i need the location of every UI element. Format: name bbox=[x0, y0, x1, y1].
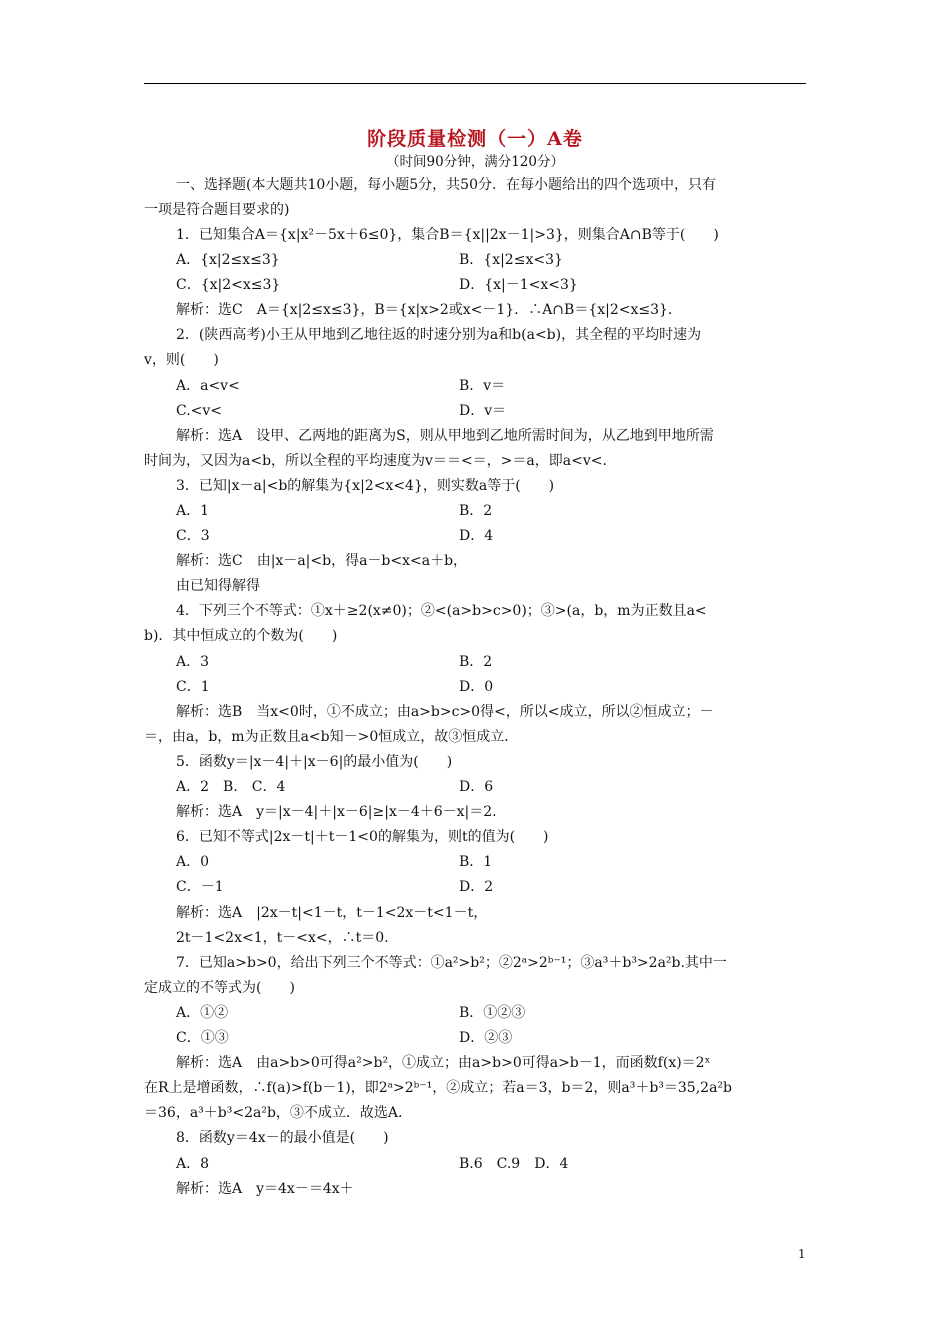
text-line: B．1 bbox=[459, 854, 493, 870]
text-line: C.<v< bbox=[176, 403, 223, 419]
text-line: 定成立的不等式为( ) bbox=[144, 980, 295, 996]
text-line: D．0 bbox=[459, 679, 494, 695]
text-line: A．2 B. C．4 bbox=[176, 779, 286, 795]
text-line: 一、选择题(本大题共10小题，每小题5分，共50分．在每小题给出的四个选项中，只有 bbox=[176, 177, 716, 193]
text-line: 2．(陕西高考)小王从甲地到乙地往返的时速分别为a和b(a<b)，其全程的平均时速为 bbox=[176, 327, 702, 343]
text-line: 解析：选C 由|x－a|<b，得a－b<x<a＋b， bbox=[176, 553, 468, 569]
text-line: A．8 bbox=[176, 1156, 210, 1172]
text-line: B．2 bbox=[459, 503, 493, 519]
text-line: 一项是符合题目要求的) bbox=[144, 202, 290, 218]
text-line: 8．函数y＝4x－的最小值是( ) bbox=[176, 1130, 389, 1146]
text-line: C．①③ bbox=[176, 1030, 229, 1046]
text-line: C．3 bbox=[176, 528, 210, 544]
text-line: 5．函数y＝|x－4|＋|x－6|的最小值为( ) bbox=[176, 754, 453, 770]
header-rule bbox=[144, 83, 806, 84]
text-line: B．2 bbox=[459, 654, 493, 670]
text-line: D．{x|－1<x<3} bbox=[459, 277, 578, 293]
page-title: 阶段质量检测（一）A卷 bbox=[367, 128, 583, 150]
text-line: 由已知得解得 bbox=[176, 578, 260, 594]
text-line: D．②③ bbox=[459, 1030, 513, 1046]
text-line: B．①②③ bbox=[459, 1005, 526, 1021]
text-line: B.6 C.9 D．4 bbox=[459, 1156, 569, 1172]
text-line: b)．其中恒成立的个数为( ) bbox=[144, 628, 338, 644]
text-line: 解析：选C A＝{x|2≤x≤3}，B＝{x|x>2或x<－1}．∴A∩B＝{x|2<x≤3}． bbox=[176, 302, 682, 318]
text-line: ＝，由a，b，m为正数且a<b知－>0恒成立，故③恒成立． bbox=[144, 729, 519, 745]
page-subtitle: （时间90分钟，满分120分） bbox=[386, 154, 564, 170]
text-line: 6．已知不等式|2x－t|＋t－1<0的解集为，则t的值为( ) bbox=[176, 829, 549, 845]
text-line: 解析：选A 设甲、乙两地的距离为S，则从甲地到乙地所需时间为，从乙地到甲地所需 bbox=[176, 428, 714, 444]
text-line: A．3 bbox=[176, 654, 210, 670]
text-line: C．－1 bbox=[176, 879, 224, 895]
text-line: 1．已知集合A＝{x|x²－5x＋6≤0}，集合B＝{x||2x－1|>3}，则集合A∩B等于( ) bbox=[176, 227, 719, 243]
text-line: 解析：选B 当x<0时，①不成立；由a>b>c>0得<，所以<成立，所以②恒成立；－ bbox=[176, 704, 714, 720]
text-line: 解析：选A |2x－t|<1－t，t－1<2x－t<1－t， bbox=[176, 905, 488, 921]
text-line: 4．下列三个不等式：①x＋≥2(x≠0)；②<(a>b>c>0)；③>(a，b，m为正数且a< bbox=[176, 603, 707, 619]
text-line: D．v＝ bbox=[459, 403, 507, 419]
text-line: ＝36，a³＋b³<2a²b，③不成立．故选A. bbox=[144, 1105, 403, 1121]
text-line: 时间为，又因为a<b，所以全程的平均速度为v＝＝<＝，>＝a，即a<v<. bbox=[144, 453, 607, 469]
text-line: D．4 bbox=[459, 528, 494, 544]
text-line: 解析：选A y＝4x－＝4x＋ bbox=[176, 1181, 354, 1197]
text-line: A．{x|2≤x≤3} bbox=[176, 252, 280, 268]
text-line: 在R上是增函数，∴f(a)>f(b－1)，即2ᵃ>2ᵇ⁻¹，②成立；若a＝3，b＝2，则a³＋b³＝35,2a²b bbox=[144, 1080, 732, 1096]
text-line: B．v＝ bbox=[459, 378, 506, 394]
text-line: B．{x|2≤x<3} bbox=[459, 252, 563, 268]
text-line: D．6 bbox=[459, 779, 494, 795]
text-line: v，则( ) bbox=[144, 352, 219, 368]
text-line: A．1 bbox=[176, 503, 210, 519]
text-line: A．a<v< bbox=[176, 378, 240, 394]
text-line: 2t－1<2x<1，t－<x<，∴t＝0. bbox=[176, 930, 389, 946]
text-line: C．{x|2<x≤3} bbox=[176, 277, 281, 293]
page-number: 1 bbox=[798, 1247, 806, 1261]
text-line: A．①② bbox=[176, 1005, 229, 1021]
text-line: 解析：选A 由a>b>0可得a²>b²，①成立；由a>b>0可得a>b－1，而函数f(x)＝2ˣ bbox=[176, 1055, 711, 1071]
text-line: C．1 bbox=[176, 679, 210, 695]
text-line: 3．已知|x－a|<b的解集为{x|2<x<4}，则实数a等于( ) bbox=[176, 478, 555, 494]
text-line: D．2 bbox=[459, 879, 494, 895]
text-line: 解析：选A y＝|x－4|＋|x－6|≥|x－4＋6－x|＝2. bbox=[176, 804, 497, 820]
text-line: 7．已知a>b>0，给出下列三个不等式：①a²>b²；②2ᵃ>2ᵇ⁻¹；③a³＋b³>2a²b.其中一 bbox=[176, 955, 727, 971]
text-line: A．0 bbox=[176, 854, 210, 870]
